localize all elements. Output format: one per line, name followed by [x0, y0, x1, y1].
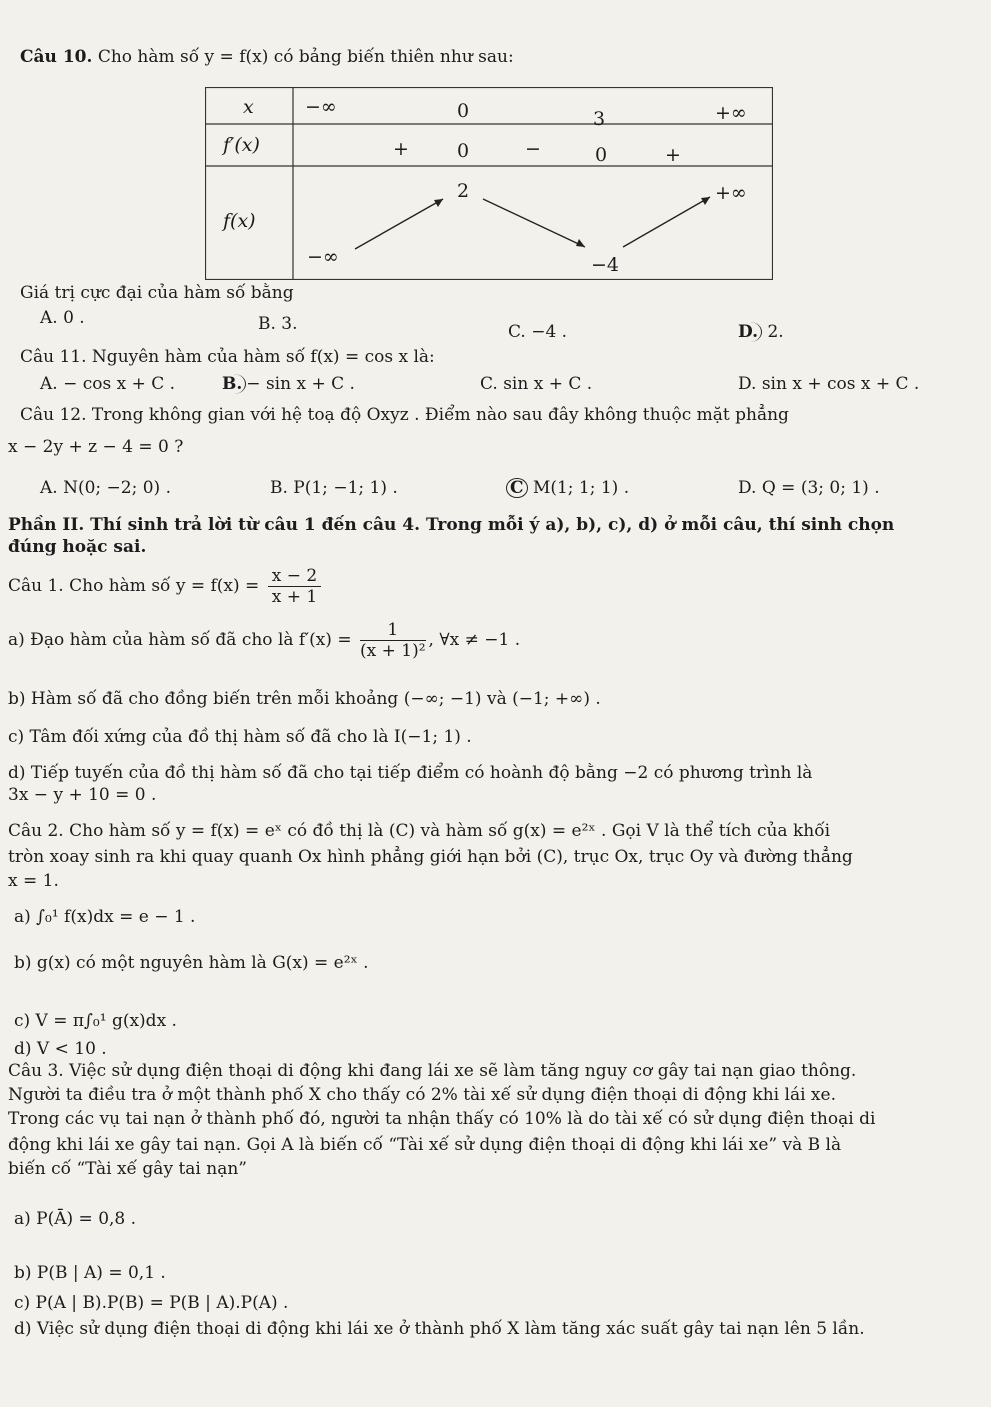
q12-stem: Câu 12. Trong không gian với hệ toạ độ Oxyz . Điểm nào sau đây không thuộc mặt phẳng	[20, 405, 789, 425]
q12-option-a[interactable]: A. N(0; −2; 0) .	[40, 478, 171, 498]
c2-statement-c[interactable]: c) V = π∫₀¹ g(x)dx .	[14, 1011, 177, 1031]
c3-statement-c[interactable]: c) P(A | B).P(B) = P(B | A).P(A) .	[14, 1293, 289, 1313]
c3-statement-a[interactable]: a) P(Ā) = 0,8 .	[14, 1209, 137, 1229]
c3-stem-line2: Người ta điều tra ở một thành phố X cho thấy có 2% tài xế sử dụng điện thoại di động khi lái xe.	[8, 1085, 836, 1105]
vt-arrow-up	[623, 197, 710, 247]
q10-ask: Giá trị cực đại của hàm số bằng	[20, 283, 294, 303]
c3-stem-line1: Câu 3. Việc sử dụng điện thoại di động khi đang lái xe sẽ làm tăng nguy cơ gây tai nạn giao thông.	[8, 1061, 857, 1081]
q12-option-c[interactable]: C M(1; 1; 1) .	[506, 478, 629, 498]
c2-stem: Câu 2. Cho hàm số y = f(x) = eˣ có đồ thị là (C) và hàm số g(x) = e²ˣ . Gọi V là thể tích của khối	[8, 821, 831, 841]
vt-f-val: −∞	[307, 246, 339, 268]
c1-stem: Câu 1. Cho hàm số y = f(x) = $\frac{x - 2}{x + 1}$	[8, 566, 324, 607]
q12-option-b[interactable]: B. P(1; −1; 1) .	[270, 478, 398, 498]
c1-fraction: $\frac{x - 2}{x + 1}$	[268, 566, 321, 607]
c3-stem-line5: biến cố “Tài xế gây tai nạn”	[8, 1159, 247, 1179]
c2-statement-d[interactable]: d) V < 10 .	[14, 1039, 107, 1059]
q12-stem-equation: x − 2y + z − 4 = 0 ?	[8, 437, 184, 457]
c1-derivative-fraction: $\frac{1}{\text{(x + 1)²}}$	[359, 620, 426, 661]
vt-f-val: 2	[457, 180, 470, 202]
c1-statement-b[interactable]: b) Hàm số đã cho đồng biến trên mỗi khoảng (−∞; −1) và (−1; +∞) .	[8, 689, 601, 709]
q10-option-d[interactable]: D. 2.	[738, 322, 784, 342]
q10-option-a[interactable]: A. 0 .	[40, 308, 85, 328]
c2-stem-cont2: x = 1.	[8, 871, 59, 891]
vt-header-f: f(x)	[223, 210, 256, 232]
q12-option-d[interactable]: D. Q = (3; 0; 1) .	[738, 478, 880, 498]
vt-x-val: −∞	[305, 96, 337, 118]
vt-header-fprime: f′(x)	[223, 134, 260, 156]
variation-table	[205, 87, 773, 280]
vt-arrow-down	[483, 199, 585, 247]
q11-stem: Câu 11. Nguyên hàm của hàm số f(x) = cos x là:	[20, 347, 435, 367]
q11-option-b[interactable]: B. − sin x + C .	[222, 374, 355, 394]
c3-statement-b[interactable]: b) P(B | A) = 0,1 .	[14, 1263, 166, 1283]
q10-option-c[interactable]: C. −4 .	[508, 322, 568, 342]
c3-stem-line3: Trong các vụ tai nạn ở thành phố đó, người ta nhận thấy có 10% là do tài xế có sử dụng điện thoại di	[8, 1109, 876, 1129]
vt-arrow-up	[355, 199, 443, 249]
vt-fp-sign: 0	[457, 140, 470, 162]
q11-option-d[interactable]: D. sin x + cos x + C .	[738, 374, 920, 394]
part2-heading-cont: đúng hoặc sai.	[8, 537, 147, 557]
part2-heading: Phần II. Thí sinh trả lời từ câu 1 đến câu 4. Trong mỗi ý a), b), c), d) ở mỗi câu, thí sinh chọn	[8, 515, 895, 535]
c2-statement-b[interactable]: b) g(x) có một nguyên hàm là G(x) = e²ˣ .	[14, 953, 369, 973]
vt-header-x: x	[243, 96, 254, 118]
q10-stem: Câu 10. Cho hàm số y = f(x) có bảng biến thiên như sau:	[20, 47, 514, 67]
c1-statement-d[interactable]: d) Tiếp tuyến của đồ thị hàm số đã cho tại tiếp điểm có hoành độ bằng −2 có phương trình là	[8, 763, 813, 783]
vt-fp-sign: +	[665, 144, 681, 166]
c1-statement-d-cont: 3x − y + 10 = 0 .	[8, 785, 157, 805]
c1-statement-c[interactable]: c) Tâm đối xứng của đồ thị hàm số đã cho là I(−1; 1) .	[8, 727, 472, 747]
vt-fp-sign: +	[393, 138, 409, 160]
q10-option-b[interactable]: B. 3.	[258, 314, 298, 334]
vt-f-val: −4	[591, 254, 620, 276]
vt-f-val: +∞	[715, 182, 747, 204]
c3-statement-d[interactable]: d) Việc sử dụng điện thoại di động khi lái xe ở thành phố X làm tăng xác suất gây tai nạn lên 5 lần.	[14, 1319, 865, 1339]
c3-stem-line4: động khi lái xe gây tai nạn. Gọi A là biến cố “Tài xế sử dụng điện thoại di động khi lái xe” và B là	[8, 1135, 842, 1155]
c2-statement-a[interactable]: a) ∫₀¹ f(x)dx = e − 1 .	[14, 907, 196, 927]
c1-statement-a[interactable]: a) Đạo hàm của hàm số đã cho là f′(x) = $\frac{1}{\text{(x + 1)²}}$ , ∀x ≠ −1 .	[8, 620, 521, 661]
vt-x-val: 0	[457, 100, 470, 122]
vt-fp-sign: −	[525, 138, 541, 160]
q11-option-c[interactable]: C. sin x + C .	[480, 374, 593, 394]
vt-fp-sign: 0	[595, 144, 608, 166]
vt-x-val: 3	[593, 108, 606, 130]
vt-x-val: +∞	[715, 102, 747, 124]
c2-stem-cont: tròn xoay sinh ra khi quay quanh Ox hình phẳng giới hạn bởi (C), trục Ox, trục Oy và đường thẳng	[8, 847, 853, 867]
q11-option-a[interactable]: A. − cos x + C .	[40, 374, 176, 394]
